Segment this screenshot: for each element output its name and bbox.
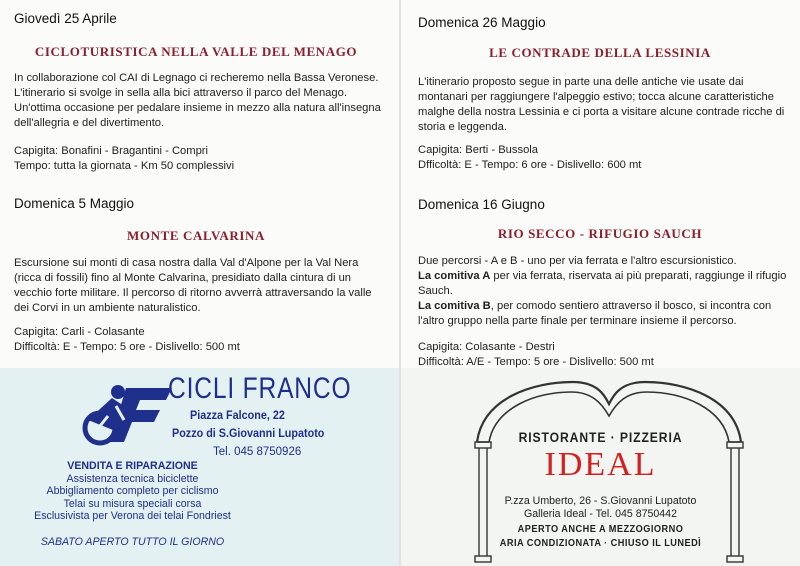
event-title: CICLOTURISTICA NELLA VALLE DEL MENAGO xyxy=(34,44,358,59)
event-description: Escursione sui monti di casa nostra dalla Val d'Alpone per la Val Nera (ricca di fossili) fino al Monte Calvarina, presidiato dalla cintura di un vecchio forte militare. Il percorso di ritorno avverrà attraversando la valle dei Corvi in un ambiente naturalistico. xyxy=(14,257,372,314)
restaurant-name: IDEAL xyxy=(544,446,657,483)
sponsor-ads xyxy=(0,368,800,566)
group-a-text: per via ferrata, riservata ai più preparati, raggiunge il rifugio Sauch. xyxy=(418,270,787,297)
event-meta xyxy=(14,325,386,355)
group-b-text: , per comodo sentiero attraverso il bosco, si incontra con l'altro gruppo nella parte finale per terminare insieme il percorso. xyxy=(418,300,772,327)
event-leaders: Capigita: Carli - Colasante xyxy=(14,326,145,338)
event-details: Difficoltà: E - Tempo: 5 ore - Dislivello: 500 mt xyxy=(14,341,240,353)
ad-cicli-franco xyxy=(0,368,399,566)
service-item: Abbigliamento completo per ciclismo xyxy=(46,485,219,498)
service-item: Telai su misura speciali corsa xyxy=(63,497,202,510)
event-leaders: Capigita: Colasante - Destri xyxy=(418,341,555,353)
restaurant-address: P.zza Umberto, 26 - S.Giovanni Lupatoto xyxy=(504,495,697,507)
ad-ristorante-ideal xyxy=(401,368,800,566)
shop-phone: Tel. 045 8750926 xyxy=(213,446,302,458)
service-item: Esclusivista per Verona dei telai Fondriest xyxy=(34,510,231,523)
event-details: Difficoltà: A/E - Tempo: 5 ore - Dislivello: 500 mt xyxy=(418,356,654,368)
shop-address-street: Piazza Falcone, 22 xyxy=(190,408,285,422)
event-title: RIO SECCO - RIFUGIO SAUCH xyxy=(497,226,703,241)
event-date: Domenica 5 Maggio xyxy=(14,196,135,211)
event-details: Dfficoltà: E - Tempo: 6 ore - Dislivello: 600 mt xyxy=(418,159,642,171)
event-description: L'itinerario proposto segue in parte una delle antiche vie usate dai montanari per raggiungere l'alpeggio estivo; tocca alcune caratteristiche malghe della nostra Lessinia e ci porta a visitare alcune contrade ricche di storia e leggenda. xyxy=(418,76,785,133)
event-leaders: Capigita: Bonafini - Bragantini - Compri xyxy=(14,145,209,157)
event-date: Giovedì 25 Aprile xyxy=(14,11,117,26)
restaurant-phone: Galleria Ideal - Tel. 045 8750442 xyxy=(524,508,677,520)
brand-name: CICLI FRANCO xyxy=(168,372,352,405)
event-description xyxy=(418,254,790,329)
event-meta xyxy=(418,143,790,173)
event-meta xyxy=(418,340,790,370)
restaurant-subtitle: RISTORANTE · PIZZERIA xyxy=(518,430,683,445)
group-b-label: La comitiva B xyxy=(418,300,491,312)
shop-address-town: Pozzo di S.Giovanni Lupatoto xyxy=(172,426,325,440)
services-heading: VENDITA E RIPARAZIONE xyxy=(67,460,198,472)
event-description-intro: Due percorsi - A e B - uno per via ferrata e l'altro escursionistico. xyxy=(418,255,737,267)
event-leaders: Capigita: Berti - Bussola xyxy=(418,144,539,156)
group-a-label: La comitiva A xyxy=(418,270,491,282)
event-details: Tempo: tutta la giornata - Km 50 complessivi xyxy=(14,160,235,172)
opening-note: SABATO APERTO TUTTO IL GIORNO xyxy=(40,536,225,548)
restaurant-hours: APERTO ANCHE A MEZZOGIORNO xyxy=(517,524,684,535)
event-title: LE CONTRADE DELLA LESSINIA xyxy=(489,45,711,60)
event-description: In collaborazione col CAI di Legnago ci recheremo nella Bassa Veronese. L'itinerario si svolge in sella alla bici attraverso il parco del Menago. Un'ottima occasione per pedalare insieme in mezzo alla natura all'insegna dell'allegria e del divertimento. xyxy=(14,72,381,129)
restaurant-amenities: ARIA CONDIZIONATA · CHIUSO IL LUNEDÌ xyxy=(499,538,702,549)
service-item: Assistenza tecnica biciclette xyxy=(66,472,199,485)
event-title: MONTE CALVARINA xyxy=(127,228,265,243)
services-list xyxy=(0,460,265,523)
cyclist-logo-icon xyxy=(78,380,174,450)
event-date: Domenica 16 Giugno xyxy=(418,197,545,212)
event-date: Domenica 26 Maggio xyxy=(418,15,546,30)
event-meta xyxy=(14,144,386,174)
